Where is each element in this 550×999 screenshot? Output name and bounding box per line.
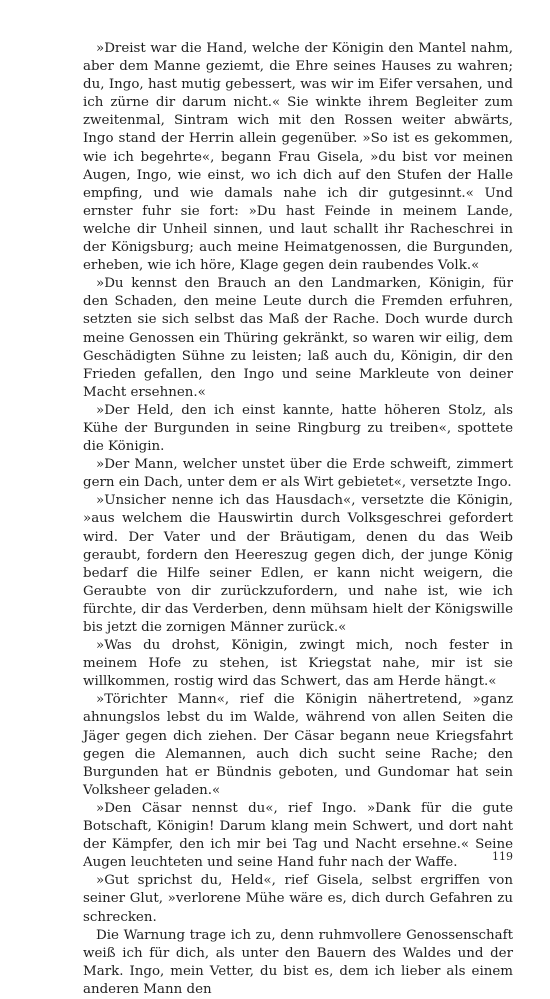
paragraph-2: »Du kennst den Brauch an den Landmarken, Königin, für den Schaden, den meine Leute durch die Fremden erfuhren, setzten sie sich selbst das Maß der Rache. Doch wurde durch meine Genossen ein Thüring gekränkt, so waren wir eilig, dem Geschädigten Sühne zu leisten; laß auch du, Königin, dir den Frieden gefallen, den Ingo und seine Markleute von deiner Macht ersehnen.« bbox=[83, 276, 513, 400]
paragraph-7: »Törichter Mann«, rief die Königin nähertretend, »ganz ahnungslos lebst du im Walde, während von allen Seiten die Jäger gegen dich ziehen. Der Cäsar begann neue Kriegsfahrt gegen die Alemannen, auch dich sucht seine Rache; den Burgunden hat er Bündnis geboten, und Gundomar hat sein Volksheer geladen.« bbox=[83, 692, 513, 798]
paragraph-9: »Gut sprichst du, Held«, rief Gisela, selbst ergriffen von seiner Glut, »verlorene Mühe wäre es, dich durch Gefahren zu schrecken. bbox=[83, 873, 513, 925]
paragraph-5: »Unsicher nenne ich das Hausdach«, versetzte die Königin, »aus welchem die Hauswirtin durch Volksgeschrei gefordert wird. Der Vater und der Bräutigam, denen du das Weib geraubt, fordern den Heereszug gegen dich, der junge König bedarf die Hilfe seiner Edlen, er kann nicht weigern, die Geraubte von dir zurückzufordern, und nahe ist, wie ich fürchte, dir das Verderben, denn mühsam hielt der Königswille bis jetzt die zornigen Männer zurück.« bbox=[83, 493, 513, 635]
page-number: 119 bbox=[492, 850, 513, 863]
body-text bbox=[83, 40, 513, 999]
paragraph-3: »Der Held, den ich einst kannte, hatte höheren Stolz, als Kühe der Burgunden in seine Ringburg zu treiben«, spottete die Königin. bbox=[83, 402, 513, 455]
paragraph-1: »Dreist war die Hand, welche der Königin den Mantel nahm, aber dem Manne geziemt, die Ehre seines Hauses zu wahren; du, Ingo, hast mutig gebessert, was wir im Eifer versahen, und ich zürne dir darum nicht.« Sie winkte ihrem Begleiter zum zweitenmal, Sintram wich mit den Rossen weiter abwärts, Ingo stand der Herrin allein gegenüber. »So ist es gekommen, wie ich begehrte«, begann Frau Gisela, »du bist vor meinen Augen, Ingo, wie einst, wo ich dich auf den Stufen der Halle empfing, und wie damals nahe ich dir gutgesinnt.« Und ernster fuhr sie fort: »Du hast Feinde in meinem Lande, welche dir Unheil sinnen, und laut schallt ihr Racheschrei in der Königsburg; auch meine Heimatgenossen, die Burgunden, erheben, wie ich höre, Klage gegen dein raubendes Volk.« bbox=[83, 41, 513, 274]
paragraph-6: »Was du drohst, Königin, zwingt mich, noch fester in meinem Hofe zu stehen, ist Kriegstat nahe, mir ist sie willkommen, rostig wird das Schwert, das am Herde hängt.« bbox=[83, 638, 513, 690]
paragraph-10: Die Warnung trage ich zu, denn ruhmvollere Genossenschaft weiß ich für dich, als unter den Bauern des Waldes und der Mark. Ingo, mein Vetter, du bist es, dem ich lieber als einem anderen Mann den bbox=[83, 927, 513, 997]
paragraph-4: »Der Mann, welcher unstet über die Erde schweift, zimmert gern ein Dach, unter dem er als Wirt gebietet«, versetzte Ingo. bbox=[83, 457, 513, 491]
paragraph-8: »Den Cäsar nennst du«, rief Ingo. »Dank für die gute Botschaft, Königin! Darum klang mein Schwert, und dort naht der Kämpfer, den ich mir bei Tag und Nacht ersehne.« Seine Augen leuchteten und seine Hand fuhr nach der Waffe. bbox=[83, 800, 513, 871]
